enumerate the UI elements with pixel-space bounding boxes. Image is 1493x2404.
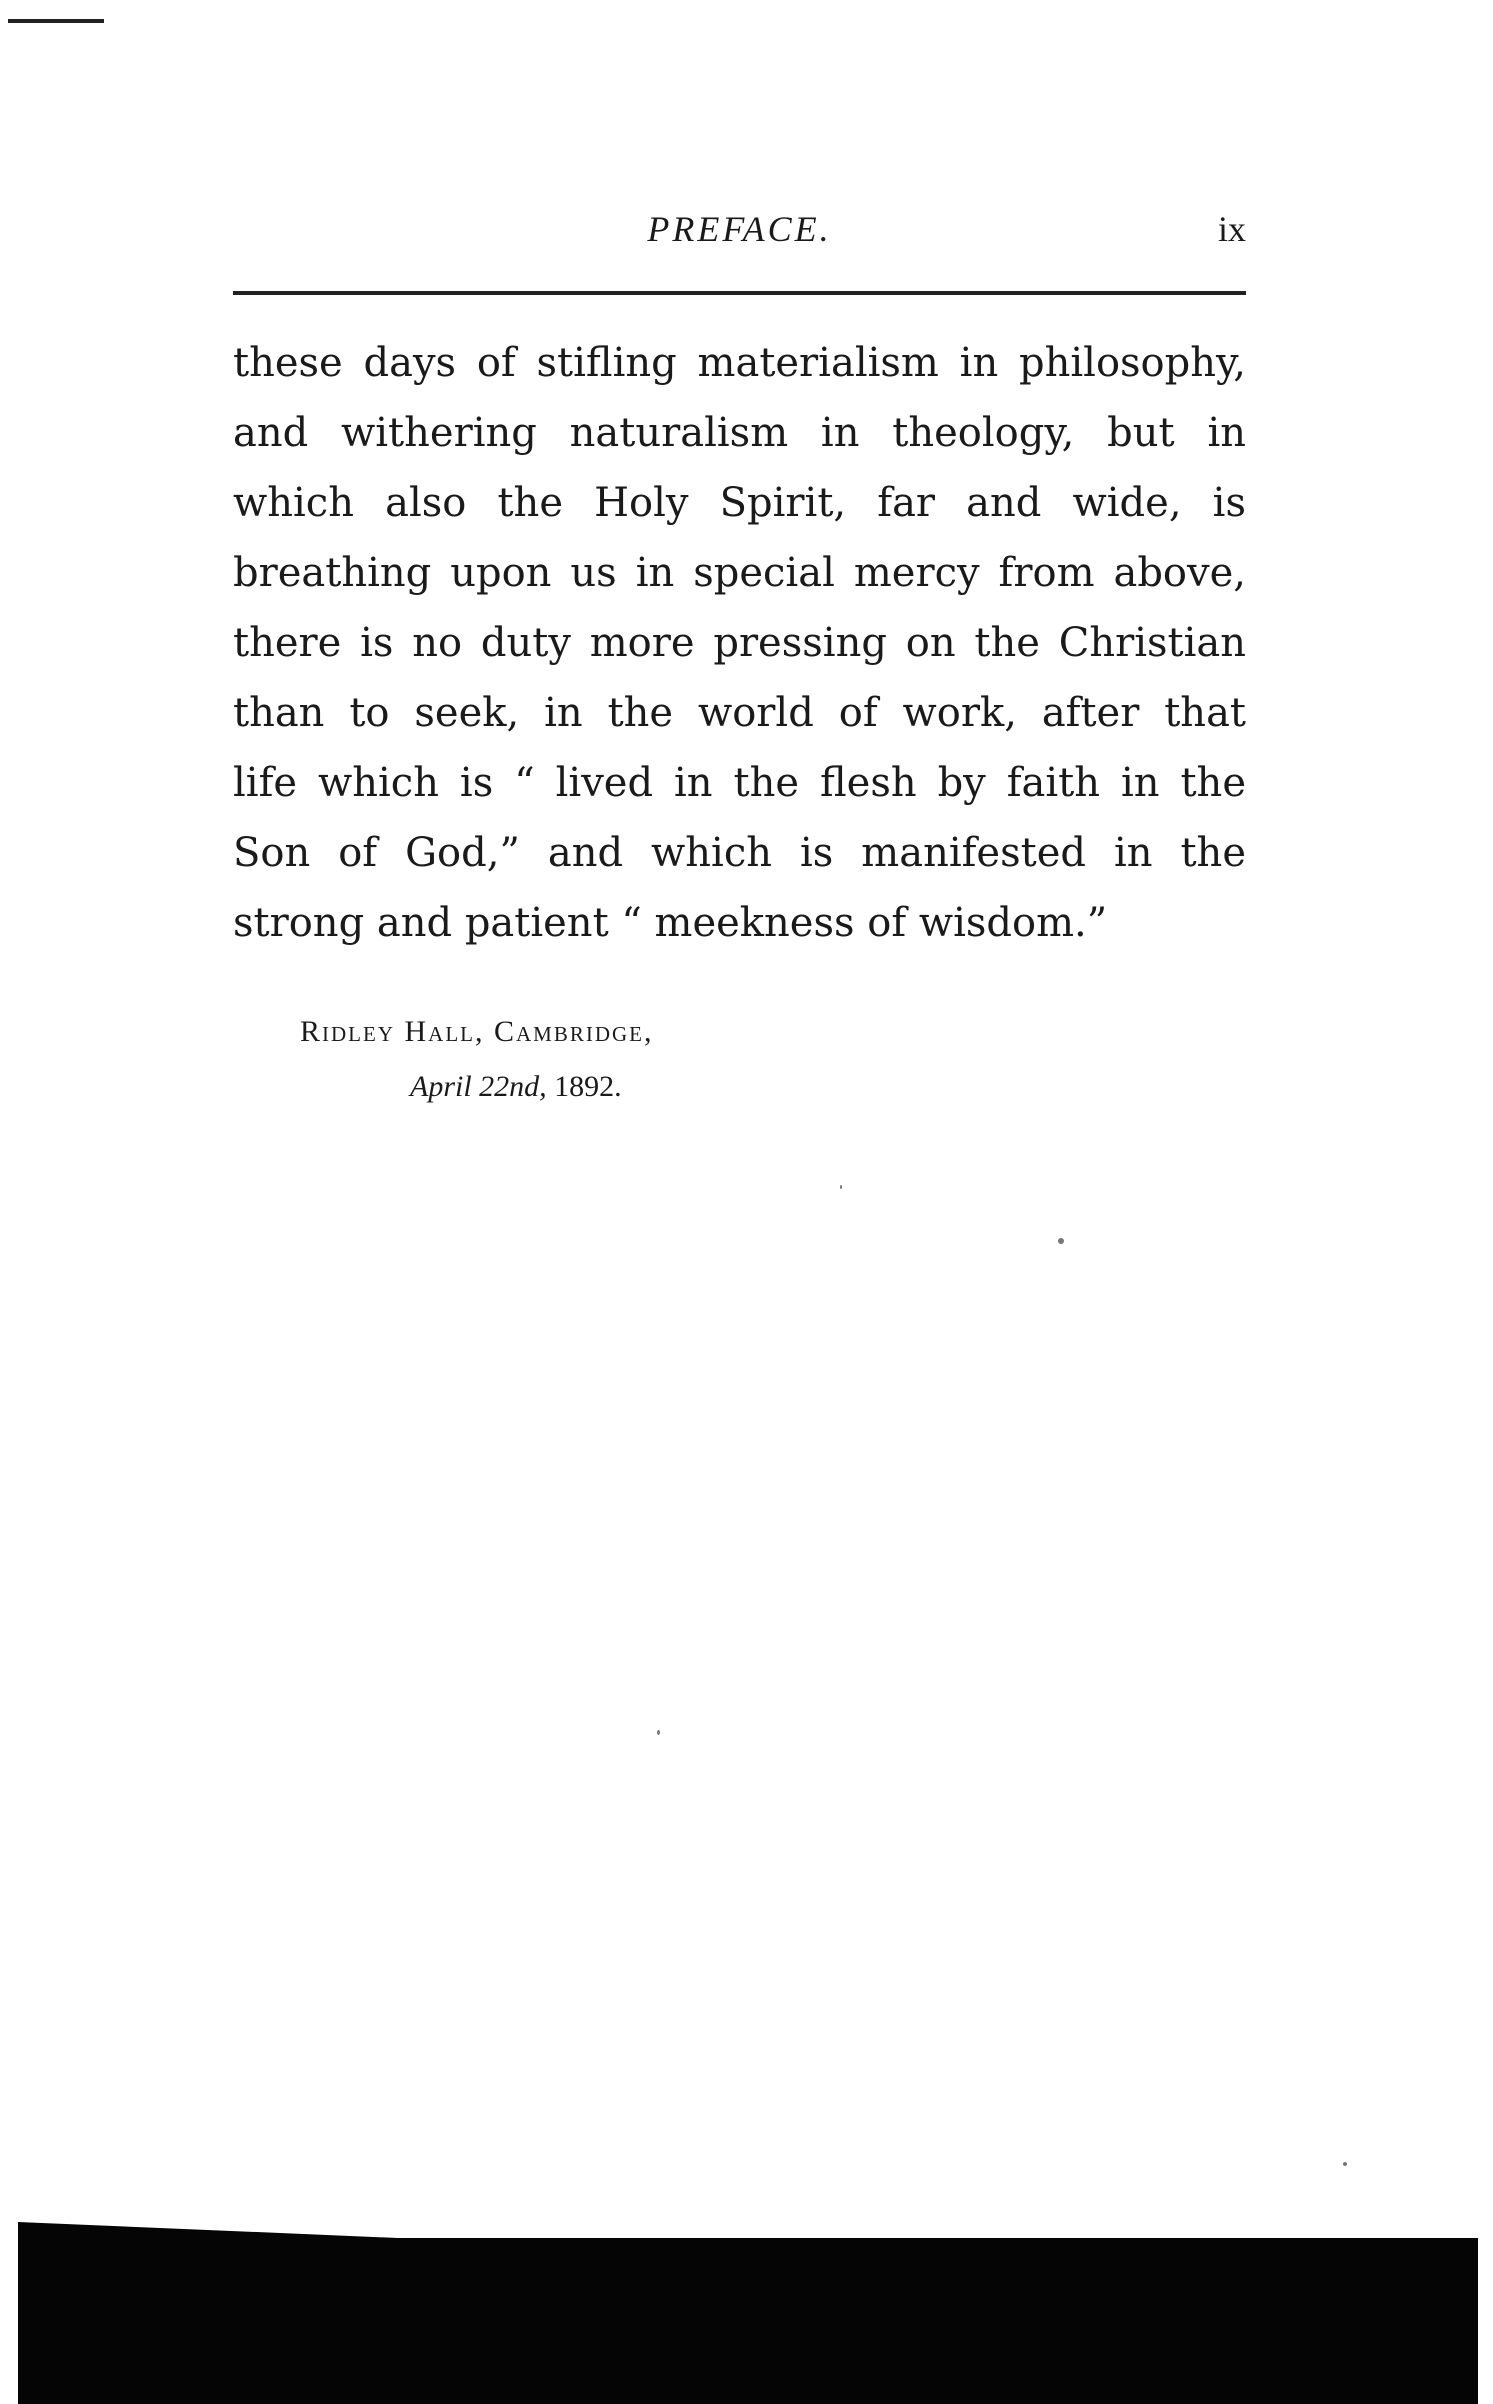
page-number: ix [1217,209,1246,249]
text-line: breathing upon us in special mercy from above, [233,550,1246,596]
signature-date [410,1070,622,1104]
signature-place: Ridley Hall, Cambridge, [300,1015,654,1048]
text-line: than to seek, in the world of work, after that [233,690,1246,736]
scan-speck [1058,1238,1064,1244]
scan-mark [8,19,104,23]
date-text: April 22nd, [410,1070,547,1103]
scan-speck [840,1185,842,1189]
body-paragraph [233,328,1246,958]
running-title: PREFACE. [647,209,832,249]
scan-shadow-bar [18,2238,1478,2404]
date-year: 1892. [554,1070,622,1103]
scan-speck [657,1730,660,1735]
running-head [233,200,1246,270]
text-line: these days of stifling materialism in philosophy, [233,340,1246,386]
text-line: life which is “ lived in the flesh by faith in the [233,760,1246,806]
text-line: there is no duty more pressing on the Christian [233,620,1246,666]
text-line: and withering naturalism in theology, but in [233,410,1246,456]
scan-speck [1343,2162,1347,2166]
text-line: Son of God,” and which is manifested in the [233,830,1246,876]
header-rule [233,291,1246,295]
text-line: strong and patient “ meekness of wisdom.” [233,900,1108,946]
text-line: which also the Holy Spirit, far and wide, is [233,480,1246,526]
